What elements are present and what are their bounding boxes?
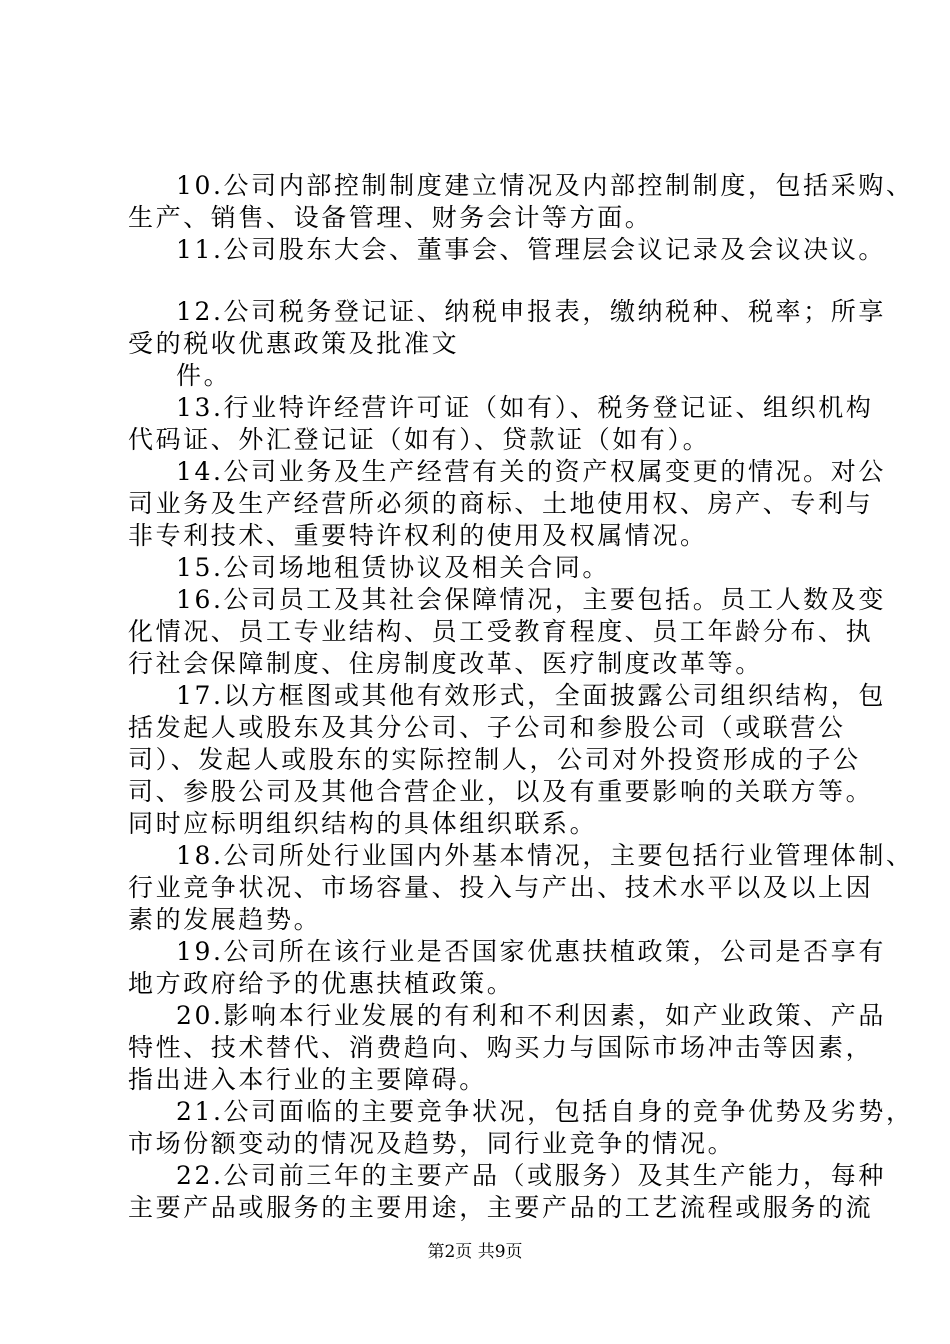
paragraph-20-line-2: 特性、技术替代、消费趋向、购买力与国际市场冲击等因素， xyxy=(128,1033,874,1062)
paragraph-19-line-1: 19.公司所在该行业是否国家优惠扶植政策，公司是否享有 xyxy=(176,937,886,966)
paragraph-17-line-5: 同时应标明组织结构的具体组织联系。 xyxy=(128,809,598,838)
paragraph-10-line-1: 10.公司内部控制制度建立情况及内部控制制度，包括采购、 xyxy=(176,171,914,200)
paragraph-10-line-2: 生产、销售、设备管理、财务会计等方面。 xyxy=(128,203,653,232)
paragraph-17-line-1: 17.以方框图或其他有效形式，全面披露公司组织结构，包 xyxy=(176,681,886,710)
paragraph-22-line-1: 22.公司前三年的主要产品（或服务）及其生产能力，每种 xyxy=(176,1161,886,1190)
paragraph-15-line-1: 15.公司场地租赁协议及相关合同。 xyxy=(176,553,610,582)
paragraph-14-line-3: 非专利技术、重要特许权利的使用及权属情况。 xyxy=(128,521,708,550)
paragraph-16-line-2: 化情况、员工专业结构、员工受教育程度、员工年龄分布、执 xyxy=(128,617,874,646)
paragraph-18-line-1: 18.公司所处行业国内外基本情况，主要包括行业管理体制、 xyxy=(176,841,914,870)
paragraph-18-line-2: 行业竞争状况、市场容量、投入与产出、技术水平以及以上因 xyxy=(128,873,874,902)
paragraph-11-line-1: 11.公司股东大会、董事会、管理层会议记录及会议决议。 xyxy=(176,235,886,264)
paragraph-16-line-1: 16.公司员工及其社会保障情况，主要包括。员工人数及变 xyxy=(176,585,886,614)
paragraph-12-line-1: 12.公司税务登记证、纳税申报表，缴纳税种、税率；所享 xyxy=(176,297,886,326)
paragraph-12-line-3: 件。 xyxy=(176,361,232,390)
paragraph-16-line-3: 行社会保障制度、住房制度改革、医疗制度改革等。 xyxy=(128,649,763,678)
paragraph-gap xyxy=(128,266,828,296)
paragraph-14-line-1: 14.公司业务及生产经营有关的资产权属变更的情况。对公 xyxy=(176,457,886,486)
paragraph-20-line-1: 20.影响本行业发展的有利和不利因素，如产业政策、产品 xyxy=(176,1001,886,1030)
paragraph-18-line-3: 素的发展趋势。 xyxy=(128,905,322,934)
paragraph-22-line-2: 主要产品或服务的主要用途，主要产品的工艺流程或服务的流 xyxy=(128,1193,874,1222)
paragraph-14-line-2: 司业务及生产经营所必须的商标、土地使用权、房产、专利与 xyxy=(128,489,874,518)
paragraph-12-line-2: 受的税收优惠政策及批准文 xyxy=(128,329,460,358)
paragraph-13-line-2: 代码证、外汇登记证（如有）、贷款证（如有）。 xyxy=(128,425,711,454)
page-number-footer: 第2页 共9页 xyxy=(427,1242,523,1262)
paragraph-21-line-1: 21.公司面临的主要竞争状况，包括自身的竞争优势及劣势， xyxy=(176,1097,914,1126)
paragraph-17-line-2: 括发起人或股东及其分公司、子公司和参股公司（或联营公 xyxy=(128,713,846,742)
paragraph-20-line-3: 指出进入本行业的主要障碍。 xyxy=(128,1065,487,1094)
document-body xyxy=(128,170,914,1224)
paragraph-17-line-3: 司）、发起人或股东的实际控制人，公司对外投资形成的子公 xyxy=(128,745,861,774)
paragraph-19-line-2: 地方政府给予的优惠扶植政策。 xyxy=(128,969,515,998)
paragraph-13-line-1: 13.行业特许经营许可证（如有）、税务登记证、组织机构 xyxy=(176,393,874,422)
paragraph-17-line-4: 司、参股公司及其他合营企业，以及有重要影响的关联方等。 xyxy=(128,777,874,806)
paragraph-21-line-2: 市场份额变动的情况及趋势，同行业竞争的情况。 xyxy=(128,1129,736,1158)
